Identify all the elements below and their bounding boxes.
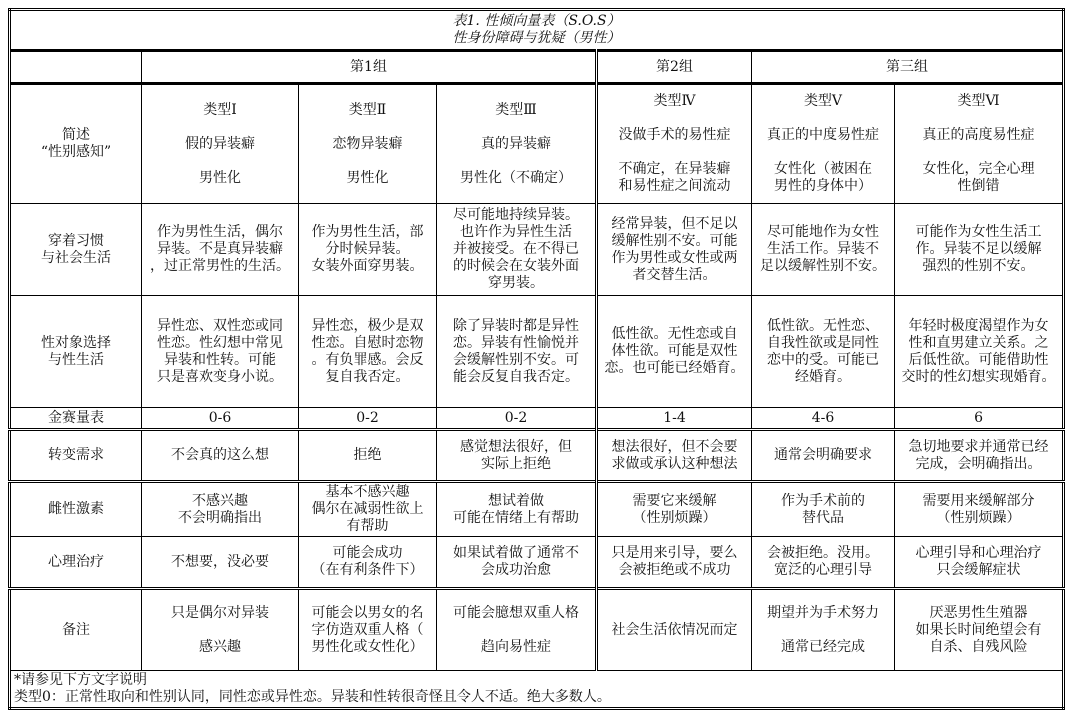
table-row-summary [10, 84, 1064, 204]
table-cell: 低性欲。无性恋、 自我性欲或是同性 恋中的受。可能已 经婚育。 [752, 296, 895, 408]
row-label: 性对象选择 与性生活 [10, 296, 142, 408]
table-cell: 经常异装，但不足以 缓解性别不安。可能 作为男性或女性或两 者交替生活。 [597, 204, 752, 296]
table-cell: 想法很好，但不会要 求做或承认这种想法 [597, 430, 752, 482]
table-cell: 可能作为女性生活工 作。异装不足以缓解 强烈的性别不安。 [895, 204, 1064, 296]
table-cell: 可能会臆想双重人格 趋向易性症 [437, 589, 597, 671]
table-cell: 需要它来缓解 （性别烦躁） [597, 482, 752, 537]
row-label: 穿着习惯 与社会生活 [10, 204, 142, 296]
table-cell: 社会生活依情况而定 [597, 589, 752, 671]
table-cell: 感觉想法很好，但 实际上拒绝 [437, 430, 597, 482]
group-header-3: 第三组 [752, 51, 1064, 84]
table-cell: 作为手术前的 替代品 [752, 482, 895, 537]
table-row-psychotherapy [10, 537, 1064, 589]
table-cell: 0-2 [437, 408, 597, 430]
table-cell: 0-2 [299, 408, 437, 430]
table-cell: 需要用来缓解部分 （性别烦躁） [895, 482, 1064, 537]
table-row-transition-desire [10, 430, 1064, 482]
table-cell: 可能会成功 （在有利条件下） [299, 537, 437, 589]
table-cell: 拒绝 [299, 430, 437, 482]
row-label: 备注 [10, 589, 142, 671]
table-row-estrogen [10, 482, 1064, 537]
table-cell: 异性恋，极少是双 性恋。自慰时恋物 。有负罪感。会反 复自我否定。 [299, 296, 437, 408]
orientation-scale-table [8, 8, 1065, 710]
footnote-line-2: 类型0：正常性取向和性别认同，同性恋或异性恋。异装和性转很奇怪且令人不适。绝大多数人。 [14, 689, 611, 705]
table-cell: 只是偶尔对异装 感兴趣 [142, 589, 299, 671]
table-cell: 作为男性生活，部 分时候异装。 女装外面穿男装。 [299, 204, 437, 296]
table-row-notes [10, 589, 1064, 671]
table-cell: 年轻时极度渴望作为女 性和直男建立关系。之 后低性欲。可能借助性 交时的性幻想实现婚育。 [895, 296, 1064, 408]
table-cell: 异性恋、双性恋或同 性恋。性幻想中常见 异装和性转。可能 只是喜欢变身小说。 [142, 296, 299, 408]
table-cell: 低性欲。无性恋或自 体性欲。可能是双性 恋。也可能已经婚育。 [597, 296, 752, 408]
table-cell: 尽可能地持续异装。 也许作为异性生活 并被接受。在不得已 的时候会在女装外面 穿男装。 [437, 204, 597, 296]
table-cell: 如果试着做了通常不 会成功治愈 [437, 537, 597, 589]
table-cell: 类型Ⅰ 假的异装癖 男性化 [142, 84, 299, 204]
table-cell: 通常会明确要求 [752, 430, 895, 482]
table-cell: 不感兴趣 不会明确指出 [142, 482, 299, 537]
table-cell: 除了异装时都是异性 恋。异装有性愉悦并 会缓解性别不安。可 能会反复自我否定。 [437, 296, 597, 408]
group-header-2: 第2组 [597, 51, 752, 84]
table-cell: 厌恶男性生殖器 如果长时间绝望会有 自杀、自残风险 [895, 589, 1064, 671]
footnote-line-1: *请参见下方文字说明 [14, 672, 147, 688]
title-line-1: 表1. 性倾向量表（S.O.S） [452, 13, 621, 29]
table-cell: 尽可能地作为女性 生活工作。异装不 足以缓解性别不安。 [752, 204, 895, 296]
table-title [10, 10, 1064, 51]
table-cell: 类型Ⅲ 真的异装癖 男性化（不确定） [437, 84, 597, 204]
table-cell: 类型Ⅵ 真正的高度易性症 女性化，完全心理 性倒错 [895, 84, 1064, 204]
table-cell: 作为男性生活，偶尔 异装。不是真异装癖 ，过正常男性的生活。 [142, 204, 299, 296]
table-cell: 4-6 [752, 408, 895, 430]
table-cell: 只是用来引导，要么 会被拒绝或不成功 [597, 537, 752, 589]
table-row-dress-social [10, 204, 1064, 296]
table-row-sexual-orientation [10, 296, 1064, 408]
row-label: 雌性激素 [10, 482, 142, 537]
row-label: 转变需求 [10, 430, 142, 482]
table-cell: 1-4 [597, 408, 752, 430]
table-cell: 可能会以男女的名 字仿造双重人格（ 男性化或女性化） [299, 589, 437, 671]
table-cell: 期望并为手术努力 通常已经完成 [752, 589, 895, 671]
group-header-empty [10, 51, 142, 84]
table-cell: 心理引导和心理治疗 只会缓解症状 [895, 537, 1064, 589]
table-cell: 类型Ⅴ 真正的中度易性症 女性化（被困在 男性的身体中） [752, 84, 895, 204]
table-cell: 急切地要求并通常已经 完成，会明确指出。 [895, 430, 1064, 482]
table-cell: 不会真的这么想 [142, 430, 299, 482]
row-label: 心理治疗 [10, 537, 142, 589]
row-label: 金赛量表 [10, 408, 142, 430]
table-cell: 类型Ⅱ 恋物异装癖 男性化 [299, 84, 437, 204]
title-line-2: 性身份障碍与犹疑（男性） [452, 30, 621, 46]
row-label: 简述 “性别感知” [10, 84, 142, 204]
table-cell: 类型Ⅳ 没做手术的易性症 不确定，在异装癖 和易性症之间流动 [597, 84, 752, 204]
table-cell: 0-6 [142, 408, 299, 430]
table-cell: 不想要，没必要 [142, 537, 299, 589]
footnote [10, 671, 1064, 709]
table-cell: 想试着做 可能在情绪上有帮助 [437, 482, 597, 537]
table-cell: 会被拒绝。没用。 宽泛的心理引导 [752, 537, 895, 589]
group-header-1: 第1组 [142, 51, 597, 84]
table-cell: 基本不感兴趣 偶尔在减弱性欲上 有帮助 [299, 482, 437, 537]
table-row-kinsey-scale [10, 408, 1064, 430]
table-cell: 6 [895, 408, 1064, 430]
